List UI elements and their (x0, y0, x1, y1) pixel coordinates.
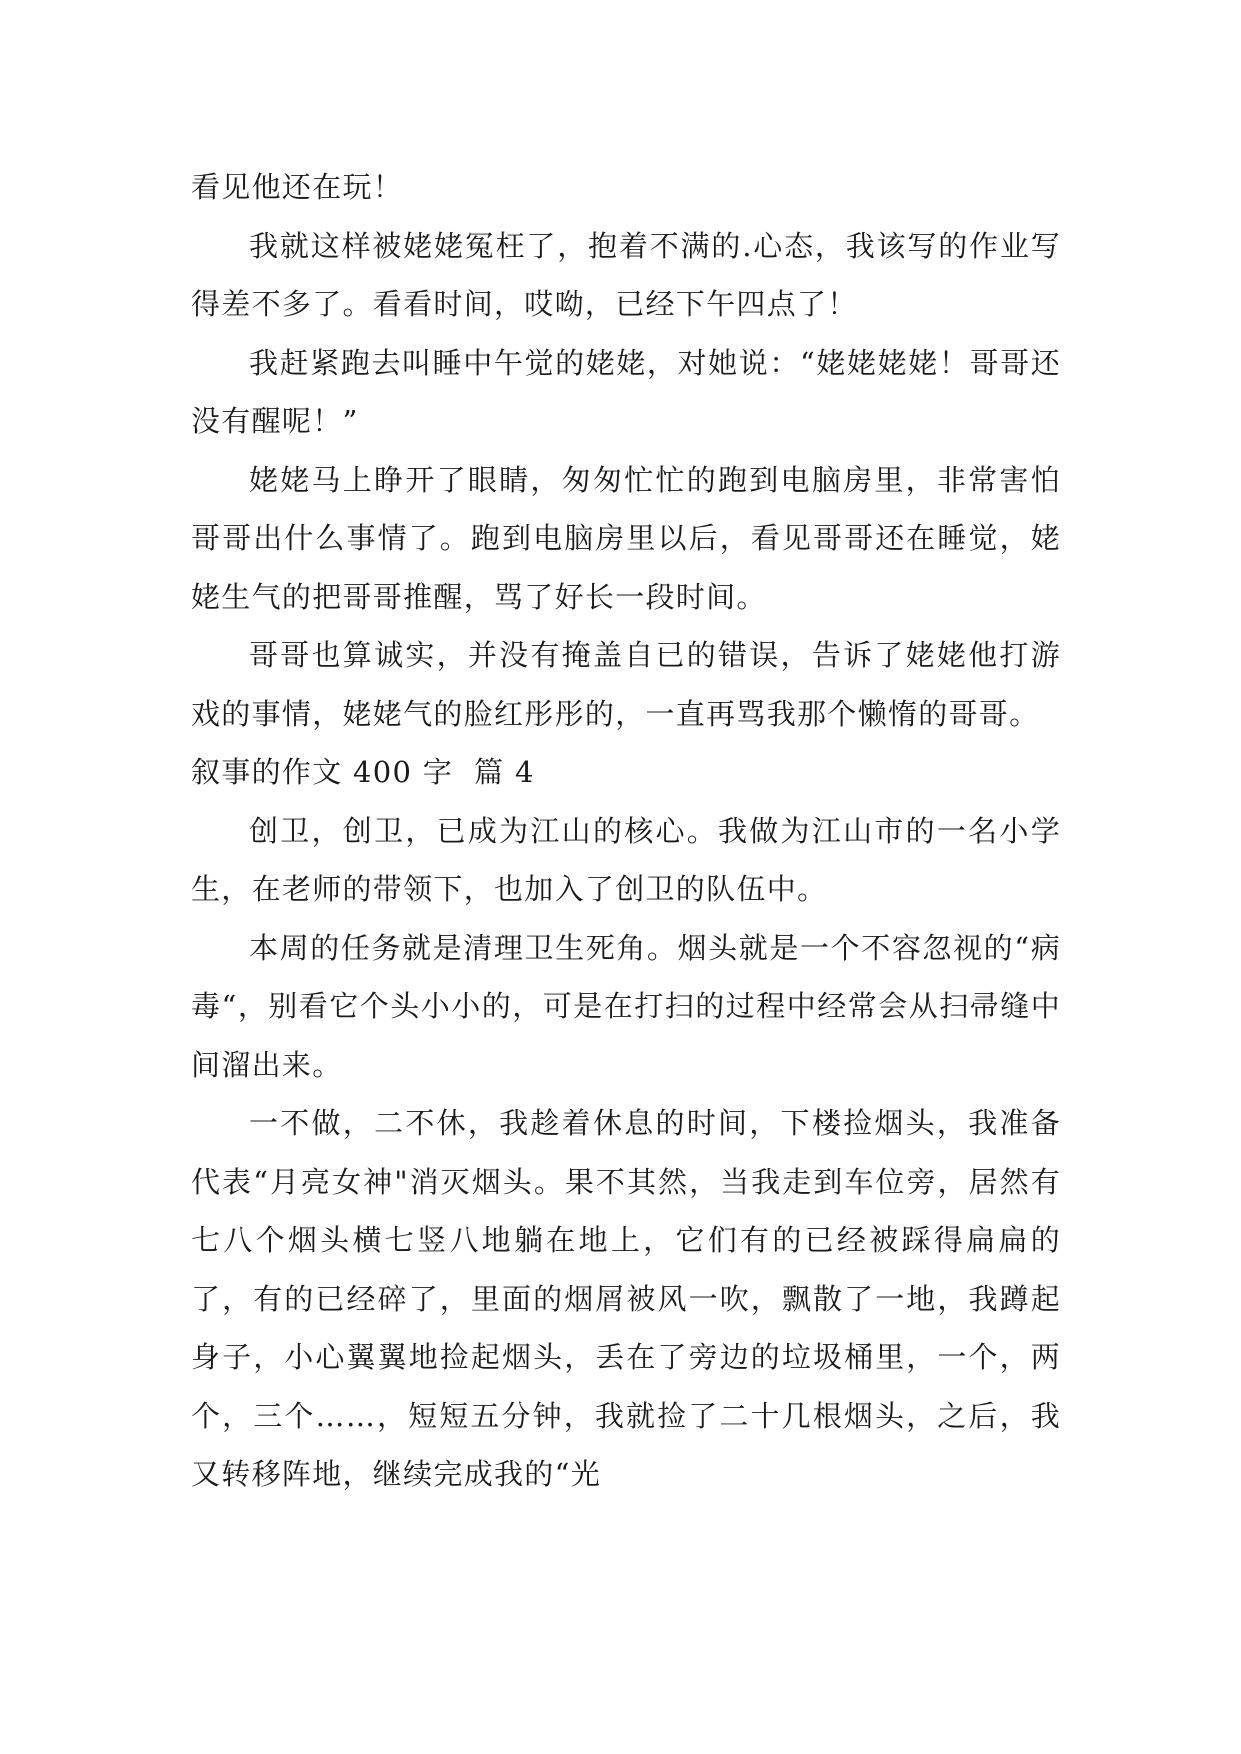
paragraph: 哥哥也算诚实，并没有掩盖自已的错误，告诉了姥姥他打游戏的事情，姥姥气的脸红彤彤的，一直再骂我那个懒惰的哥哥。 (191, 638, 1061, 731)
paragraph: 本周的任务就是清理卫生死角。烟头就是一个不容忽视的“病毒“，别看它个头小小的，可是在打扫的过程中经常会从扫帚缝中间溜出来。 (191, 930, 1061, 1082)
paragraph: 姥姥马上睁开了眼睛，匆匆忙忙的跑到电脑房里，非常害怕哥哥出什么事情了。跑到电脑房里以后，看见哥哥还在睡觉，姥姥生气的把哥哥推醒，骂了好长一段时间。 (191, 462, 1061, 614)
paragraph: 一不做，二不休，我趁着休息的时间，下楼捡烟头，我准备代表“月亮女神"消灭烟头。果不其然，当我走到车位旁，居然有七八个烟头横七竖八地躺在地上，它们有的已经被踩得扁扁的了，有的已经碎了，里面的烟屑被风一吹，飘散了一地，我蹲起身子，小心翼翼地捡起烟头，丢在了旁边的垃圾桶里，一个，两个，三个……，短短五分钟，我就捡了二十几根烟头，之后，我又转移阵地，继续完成我的“光 (191, 1106, 1061, 1491)
paragraph-continuation: 看见他还在玩！ (191, 170, 404, 204)
paragraph: 创卫，创卫，已成为江山的核心。我做为江山市的一名小学生，在老师的带领下，也加入了创卫的队伍中。 (191, 813, 1061, 906)
paragraph: 我就这样被姥姥冤枉了，抱着不满的.心态，我该写的作业写得差不多了。看看时间，哎呦，已经下午四点了！ (191, 228, 1061, 321)
paragraph: 我赶紧跑去叫睡中午觉的姥姥，对她说：“姥姥姥姥！哥哥还没有醒呢！” (191, 345, 1061, 438)
section-heading: 叙事的作文 400 字 篇 4 (191, 755, 535, 789)
document-page (191, 158, 1061, 1504)
